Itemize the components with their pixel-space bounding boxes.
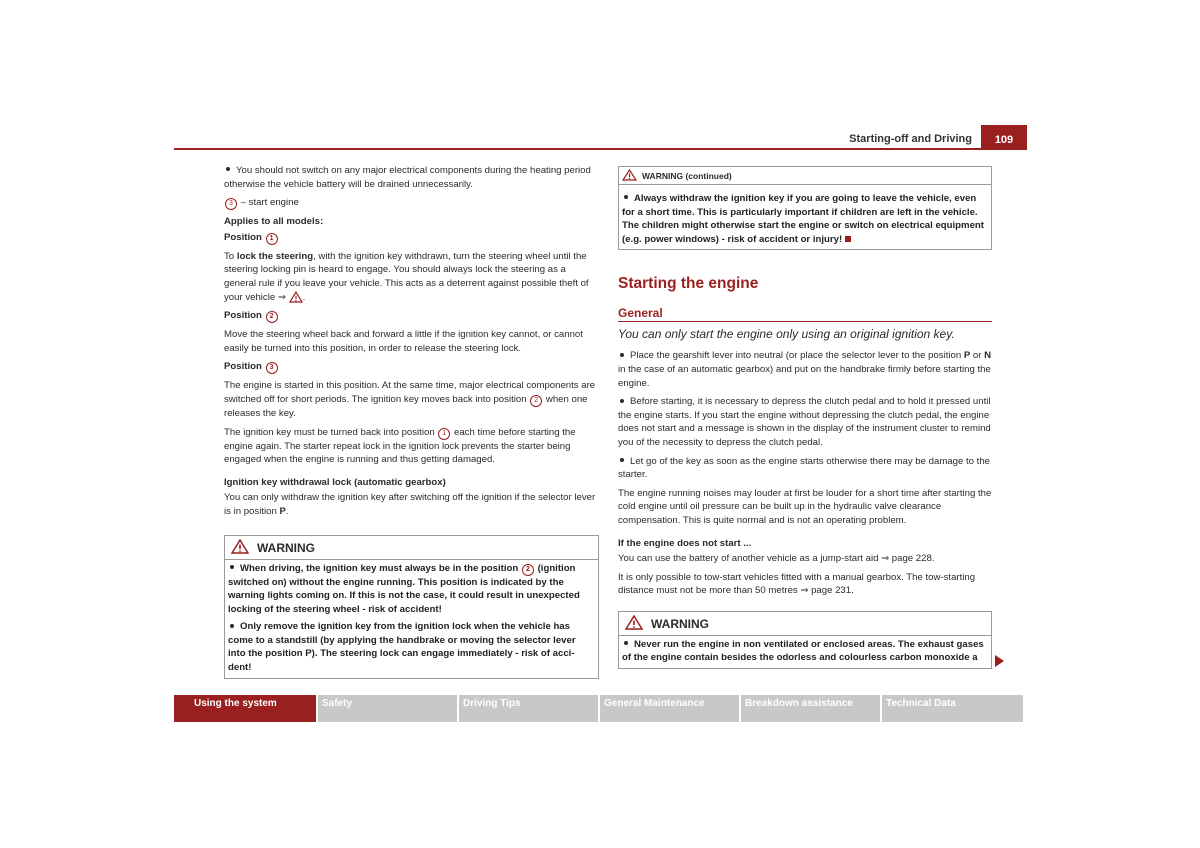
position-2-marker: 2 xyxy=(266,311,278,323)
position-2-heading: Position 2 xyxy=(224,309,599,323)
section-title: Starting the engine xyxy=(618,275,759,293)
warning-item-2: Only remove the ignition key from the ignition lock when the vehicle has come to a standstill (by applying the handbrake or moving the selector lever into the position P). The steering lock can engage immediately - risk of acci-dent! xyxy=(228,621,576,674)
noise-text: The engine running noises may louder at first be louder for a short time after starting the cold engine until oil pressure can be built up in the hydraulic valve clearance compensation. This is quite normal and is not an operating problem. xyxy=(618,487,992,526)
applies-heading: Applies to all models: xyxy=(224,216,324,228)
jump-start-text: You can use the battery of another vehicle as a jump-start aid ⇒ page 228. xyxy=(618,553,935,565)
warning-header: WARNING xyxy=(225,536,598,560)
warning-continued-box xyxy=(618,166,992,250)
bullet-dot xyxy=(230,565,234,569)
warning-continued-body xyxy=(619,185,991,249)
position-3-marker: 3 xyxy=(225,198,237,210)
position-2-text: Move the steering wheel back and forward a little if the ignition key cannot, or cannot easily be turned into this position, in order to release the steering lock. xyxy=(224,329,583,354)
bullet-gearshift: Place the gearshift lever into neutral (or place the selector lever to the position P or N in the case of an automatic gearbox) and put on the handbrake firmly before starting the engine. xyxy=(618,350,992,389)
position-1-marker: 1 xyxy=(438,428,450,440)
not-start-heading: If the engine does not start ... xyxy=(618,537,752,549)
bullet-dot xyxy=(230,624,234,628)
position-1-marker: 1 xyxy=(266,233,278,245)
warning-body xyxy=(225,560,598,678)
bullet-dot xyxy=(620,399,624,403)
bullet-dot xyxy=(624,195,628,199)
withdrawal-heading: Ignition key withdrawal lock (automatic gearbox) xyxy=(224,476,446,488)
position-2-marker: 2 xyxy=(530,395,542,407)
tab-safety[interactable]: Safety xyxy=(318,695,457,722)
bullet-let-go: Let go of the key as soon as the engine starts otherwise there may be damage to the starter. xyxy=(618,455,990,481)
tab-driving-tips[interactable]: Driving Tips xyxy=(459,695,598,722)
warning-continued-item: Always withdraw the ignition key if you are going to leave the vehicle, even for a short time. This is particularly important if children are left in the vehicle. The children might otherwise start the engine or switch on electrical equipment (e.g. power windows) - risk of accident or injury! xyxy=(622,193,984,245)
warning-triangle-icon xyxy=(622,169,637,181)
warning-continued-header: WARNING (continued) xyxy=(619,167,991,185)
bullet-dot xyxy=(620,458,624,462)
start-engine-line: 3 – start engine xyxy=(224,196,599,210)
tab-using-the-system[interactable]: Using the system xyxy=(174,695,316,722)
position-1-text: To lock the steering, with the ignition key withdrawn, turn the steering wheel until the steering locking pin is heard to engage. You should always lock the steering as a general rule if you leave your vehicle. This acts as a deterrent against possible theft of your vehicle ⇒ . xyxy=(224,250,589,303)
lead-text: You can only start the engine only using an original ignition key. xyxy=(618,327,955,342)
subsection-title: General xyxy=(618,306,663,321)
warning-triangle-icon xyxy=(289,291,303,303)
bullet-clutch: Before starting, it is necessary to depress the clutch pedal and to hold it pressed until the engine starts. If you start the engine without depressing the clutch pedal, the engine does not start and a message is shown in the display of the instrument cluster to remind you of the necessity to depress the clutch pedal. xyxy=(618,396,991,448)
tow-start-text: It is only possible to tow-start vehicles fitted with a manual gearbox. The tow-starting distance must not be more than 50 metres ⇒ page 231. xyxy=(618,571,976,597)
continued-arrow-icon xyxy=(995,655,1004,667)
warning-triangle-icon xyxy=(625,615,643,630)
chapter-tabs xyxy=(174,695,1027,722)
right-column xyxy=(618,166,992,669)
bullet-dot xyxy=(624,641,628,645)
warning-body xyxy=(619,636,991,668)
bullet-heating: You should not switch on any major electrical components during the heating period otherwise the vehicle battery will be drained unnecessarily. xyxy=(224,165,591,190)
bullet-dot xyxy=(620,353,624,357)
warning-box-left xyxy=(224,535,599,679)
left-column xyxy=(224,164,599,679)
position-3-heading: Position 3 xyxy=(224,360,599,374)
warning-header: WARNING xyxy=(619,612,991,636)
subsection-rule xyxy=(618,321,992,322)
warning-item-exhaust: Never run the engine in non ventilated or enclosed areas. The exhaust gases of the engine contain besides the odorless and colourless carbon monoxide a xyxy=(622,638,984,664)
end-of-section-square-icon xyxy=(845,236,851,242)
bullet-dot xyxy=(226,167,230,171)
repeat-lock-text: The ignition key must be turned back into position 1 each time before starting the engine again. The starter repeat lock in the ignition lock prevents the starter being engaged when the engine is running and thus getting damaged. xyxy=(224,426,576,466)
tab-breakdown-assistance[interactable]: Breakdown assistance xyxy=(741,695,880,722)
running-header-title: Starting-off and Driving xyxy=(849,133,972,145)
warning-triangle-icon xyxy=(231,539,249,554)
position-1-heading: Position 1 xyxy=(224,231,599,245)
position-2-marker: 2 xyxy=(522,564,534,576)
warning-item-1: When driving, the ignition key must always be in the position 2 (ignition switched on) without the engine running. This position is indicated by the warning lights coming on. If this is not the case, it could result in unexpected locking of the steering wheel - risk of accident! xyxy=(228,562,580,615)
page-number-badge: 109 xyxy=(981,125,1027,149)
position-3-marker: 3 xyxy=(266,362,278,374)
warning-box-right xyxy=(618,611,992,669)
position-3-text: The engine is started in this position. At the same time, major electrical components are switched off for short periods. The ignition key moves back into position 2 when one releases the key. xyxy=(224,380,596,419)
tab-general-maintenance[interactable]: General Maintenance xyxy=(600,695,739,722)
withdrawal-text: You can only withdraw the ignition key after switching off the ignition if the selector lever is in position P. xyxy=(224,492,596,517)
tab-technical-data[interactable]: Technical Data xyxy=(882,695,1023,722)
header-rule xyxy=(174,148,1027,150)
